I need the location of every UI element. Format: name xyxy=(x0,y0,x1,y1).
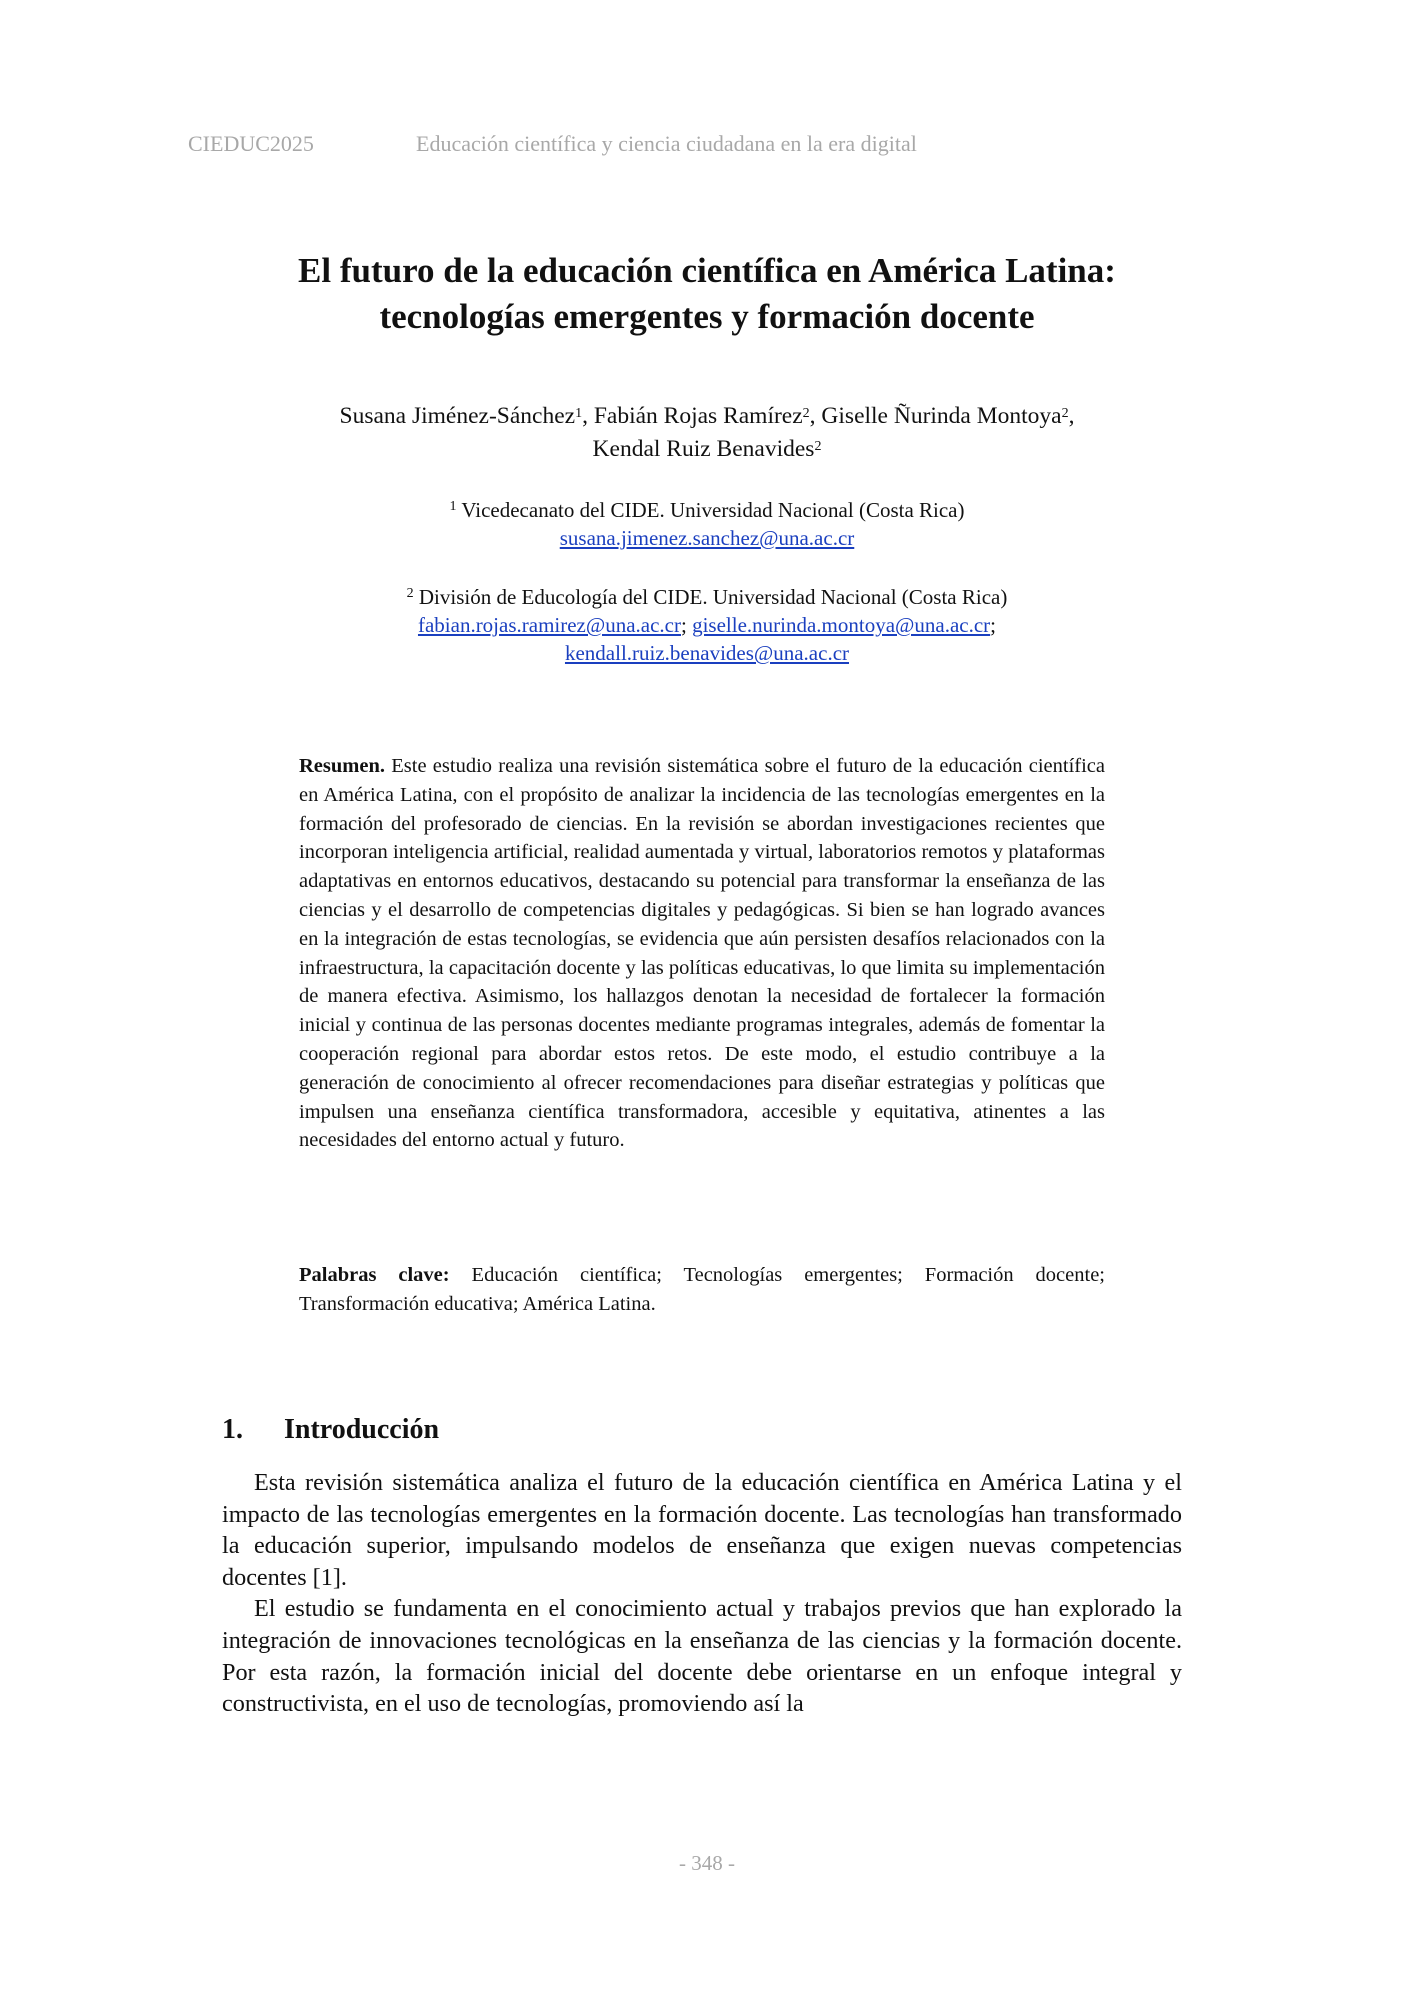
conference-subtitle: Educación científica y ciencia ciudadana en la era digital xyxy=(416,131,917,156)
author-line-2 xyxy=(0,433,1414,466)
author-affil-mark: 1 xyxy=(575,406,583,421)
keywords xyxy=(299,1261,1105,1319)
body-text xyxy=(222,1467,1182,1720)
paper-title xyxy=(0,248,1414,340)
author-name: Kendal Ruiz Benavides xyxy=(592,436,815,462)
email-link[interactable]: giselle.nurinda.montoya@una.ac.cr xyxy=(692,613,991,637)
affiliation-emails xyxy=(0,639,1414,667)
email-link[interactable]: fabian.rojas.ramirez@una.ac.cr xyxy=(417,613,681,637)
running-header xyxy=(188,131,917,157)
affiliation-text: División de Educología del CIDE. Universidad Nacional (Costa Rica) xyxy=(418,585,1008,609)
author-affil-mark: 2 xyxy=(1061,406,1069,421)
affiliation-name xyxy=(0,583,1414,611)
author-line-1: Susana Jiménez-Sánchez$^1$, Fabián Rojas Ramírez$^2$, Giselle Ñurinda Montoya$^2$, xyxy=(339,403,1075,429)
author-name: Susana Jiménez-Sánchez xyxy=(339,403,576,429)
body-paragraph: El estudio se fundamenta en el conocimiento actual y trabajos previos que han explorado la integración de innovaciones tecnológicas en la enseñanza de las ciencias y la formación docente. Por esta razón, la formación inicial del docente debe orientarse en un enfoque integral y constructivista, en el uso de tecnologías, promoviendo así la xyxy=(222,1595,1182,1718)
keywords-text: Educación científica; Tecnologías emergentes; Formación docente; Transformación educativa; América Latina. xyxy=(299,1264,1105,1315)
email-link[interactable]: susana.jimenez.sanchez@una.ac.cr xyxy=(559,526,855,550)
author-affil-mark: 2 xyxy=(802,406,810,421)
affiliation-name xyxy=(0,496,1414,524)
keywords-label: Palabras clave: xyxy=(299,1264,450,1286)
affiliation-1 xyxy=(0,496,1414,552)
body-paragraph: Esta revisión sistemática analiza el futuro de la educación científica en América Latina y el impacto de las tecnologías emergentes en la formación docente. Las tecnologías han transformado la educación superior, impulsando modelos de enseñanza que exigen nuevas competencias docentes [1]. xyxy=(222,1469,1182,1591)
section-title: Introducción xyxy=(284,1414,440,1446)
affiliation-2 xyxy=(0,583,1414,667)
author-affil-mark: 2 xyxy=(814,439,822,454)
affiliation-mark: 2 xyxy=(406,586,414,601)
email-link[interactable]: kendall.ruiz.benavides@una.ac.cr xyxy=(564,641,850,665)
author-name: Fabián Rojas Ramírez xyxy=(593,403,803,429)
page-number: - 348 - xyxy=(679,1851,735,1875)
author-name: Giselle Ñurinda Montoya xyxy=(821,403,1062,429)
affiliation-text: Vicedecanato del CIDE. Universidad Nacional (Costa Rica) xyxy=(461,498,965,522)
affiliation-mark: 1 xyxy=(449,499,457,514)
conference-name: CIEDUC2025 xyxy=(188,131,314,156)
abstract xyxy=(299,752,1105,1155)
section-number: 1. xyxy=(222,1414,243,1446)
abstract-label: Resumen. xyxy=(299,755,385,777)
affiliation-emails: fabian.rojas.ramirez@una.ac.cr; giselle.nurinda.montoya@una.ac.cr; xyxy=(417,613,997,637)
affiliation-emails xyxy=(0,524,1414,552)
section-heading xyxy=(222,1414,439,1446)
abstract-text: Este estudio realiza una revisión sistemática sobre el futuro de la educación científica en América Latina, con el propósito de analizar la incidencia de las tecnologías emergentes en la formación del profesorado de ciencias. En la revisión se abordan investigaciones recientes que incorporan inteligencia artificial, realidad aumentada y virtual, laboratorios remotos y plataformas adaptativas en entornos educativos, destacando su potencial para transformar la enseñanza de las ciencias y el desarrollo de competencias digitales y pedagógicas. Si bien se han logrado avances en la integración de estas tecnologías, se evidencia que aún persisten desafíos relacionados con la infraestructura, la capacitación docente y las políticas educativas, lo que limita su implementación de manera efectiva. Asimismo, los hallazgos denotan la necesidad de fortalecer la formación inicial y continua de las personas docentes mediante programas integrales, además de fomentar la cooperación regional para abordar estos retos. De este modo, el estudio contribuye a la generación de conocimiento al ofrecer recomendaciones para diseñar estrategias y políticas que impulsen una enseñanza científica transformadora, accesible y equitativa, atinentes a las necesidades del entorno actual y futuro. xyxy=(299,755,1105,1152)
title-line-2: tecnologías emergentes y formación docente xyxy=(379,297,1035,336)
author-list xyxy=(0,400,1414,466)
title-line-1: El futuro de la educación científica en América Latina: xyxy=(298,251,1116,290)
